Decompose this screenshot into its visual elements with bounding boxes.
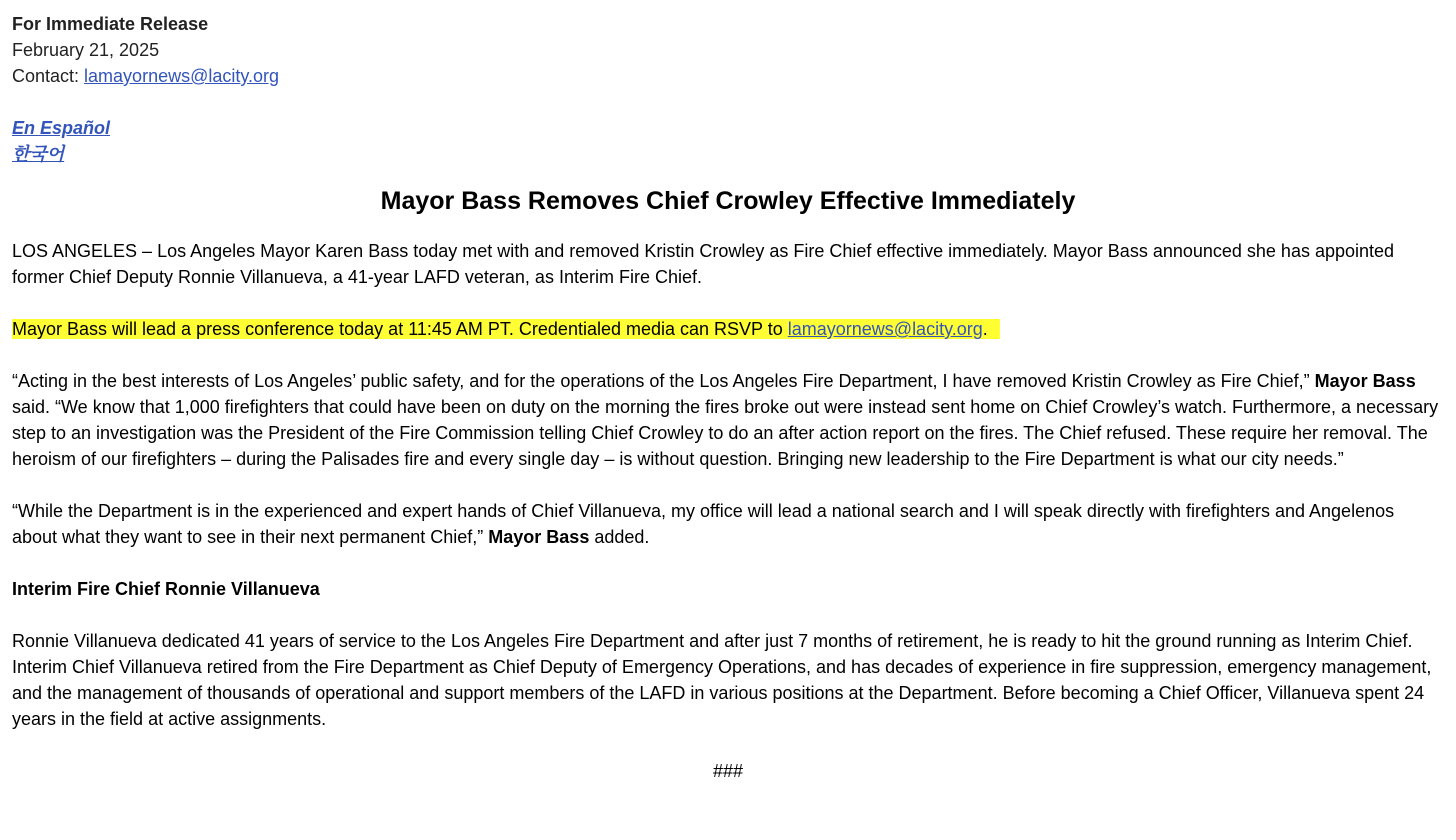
- section-subhead: Interim Fire Chief Ronnie Villanueva: [12, 579, 320, 599]
- quote1-start: “Acting in the best interests of Los Angeles’ public safety, and for the operations of the Los Angeles Fire Department, I have removed Kristin Crowley as Fire Chief,”: [12, 371, 1315, 391]
- quote-paragraph-1: [12, 368, 1444, 472]
- intro-paragraph: LOS ANGELES – Los Angeles Mayor Karen Bass today met with and removed Kristin Crowley as Fire Chief effective immediately. Mayor Bass announced she has appointed former Chief Deputy Ronnie Villanueva, a 41-year LAFD veteran, as Interim Fire Chief.: [12, 241, 1395, 287]
- quote2-end: added.: [589, 527, 650, 547]
- quote1-rest: said. “We know that 1,000 firefighters that could have been on duty on the morning the fires broke out were instead sent home on Chief Crowley’s watch. Furthermore, a necessary step to an investigation was the President of the Fire Commission telling Chief Crowley to do an after action report on the fires. The Chief refused. These require her removal. The heroism of our firefighters – during the Palisades fire and every single day – is without question. Bringing new leadership to the Fire Department is what our city needs.”: [12, 397, 1439, 469]
- spacer: [12, 89, 1444, 115]
- press-conference-paragraph: [12, 316, 1444, 342]
- contact-email-link[interactable]: lamayornews@lacity.org: [84, 66, 280, 86]
- end-mark: ###: [712, 761, 744, 781]
- contact-label: Contact:: [12, 66, 85, 86]
- contact-line: [12, 63, 1444, 89]
- release-date: February 21, 2025: [12, 40, 160, 60]
- highlighted-notice: [12, 319, 1000, 339]
- release-header: [12, 11, 1444, 89]
- korean-language-link[interactable]: 한국어: [12, 144, 65, 164]
- quote2-start: “While the Department is in the experienced and expert hands of Chief Villanueva, my office will lead a national search and I will speak directly with firefighters and Angelenos about what they want to see in their next permanent Chief,”: [12, 501, 1395, 547]
- quote1-speaker: Mayor Bass: [1314, 371, 1416, 391]
- rsvp-email-link[interactable]: lamayornews@lacity.org: [787, 319, 983, 339]
- release-label: For Immediate Release: [12, 14, 209, 34]
- quote-paragraph-2: [12, 498, 1444, 550]
- language-links: [12, 115, 1444, 167]
- spanish-language-link[interactable]: En Español: [12, 118, 111, 138]
- bio-paragraph: Ronnie Villanueva dedicated 41 years of service to the Los Angeles Fire Department and after just 7 months of retirement, he is ready to hit the ground running as Interim Chief. Interim Chief Villanueva retired from the Fire Department as Chief Deputy of Emergency Operations, and has decades of experience in fire suppression, emergency management, and the management of thousands of operational and support members of the LAFD in various positions at the Department. Before becoming a Chief Officer, Villanueva spent 24 years in the field at active assignments.: [12, 631, 1432, 729]
- press-conference-text: Mayor Bass will lead a press conference today at 11:45 AM PT. Credentialed media can RSVP to: [12, 319, 788, 339]
- press-conference-end: .: [982, 319, 988, 339]
- headline: Mayor Bass Removes Chief Crowley Effective Immediately: [380, 187, 1076, 215]
- quote2-speaker: Mayor Bass: [488, 527, 590, 547]
